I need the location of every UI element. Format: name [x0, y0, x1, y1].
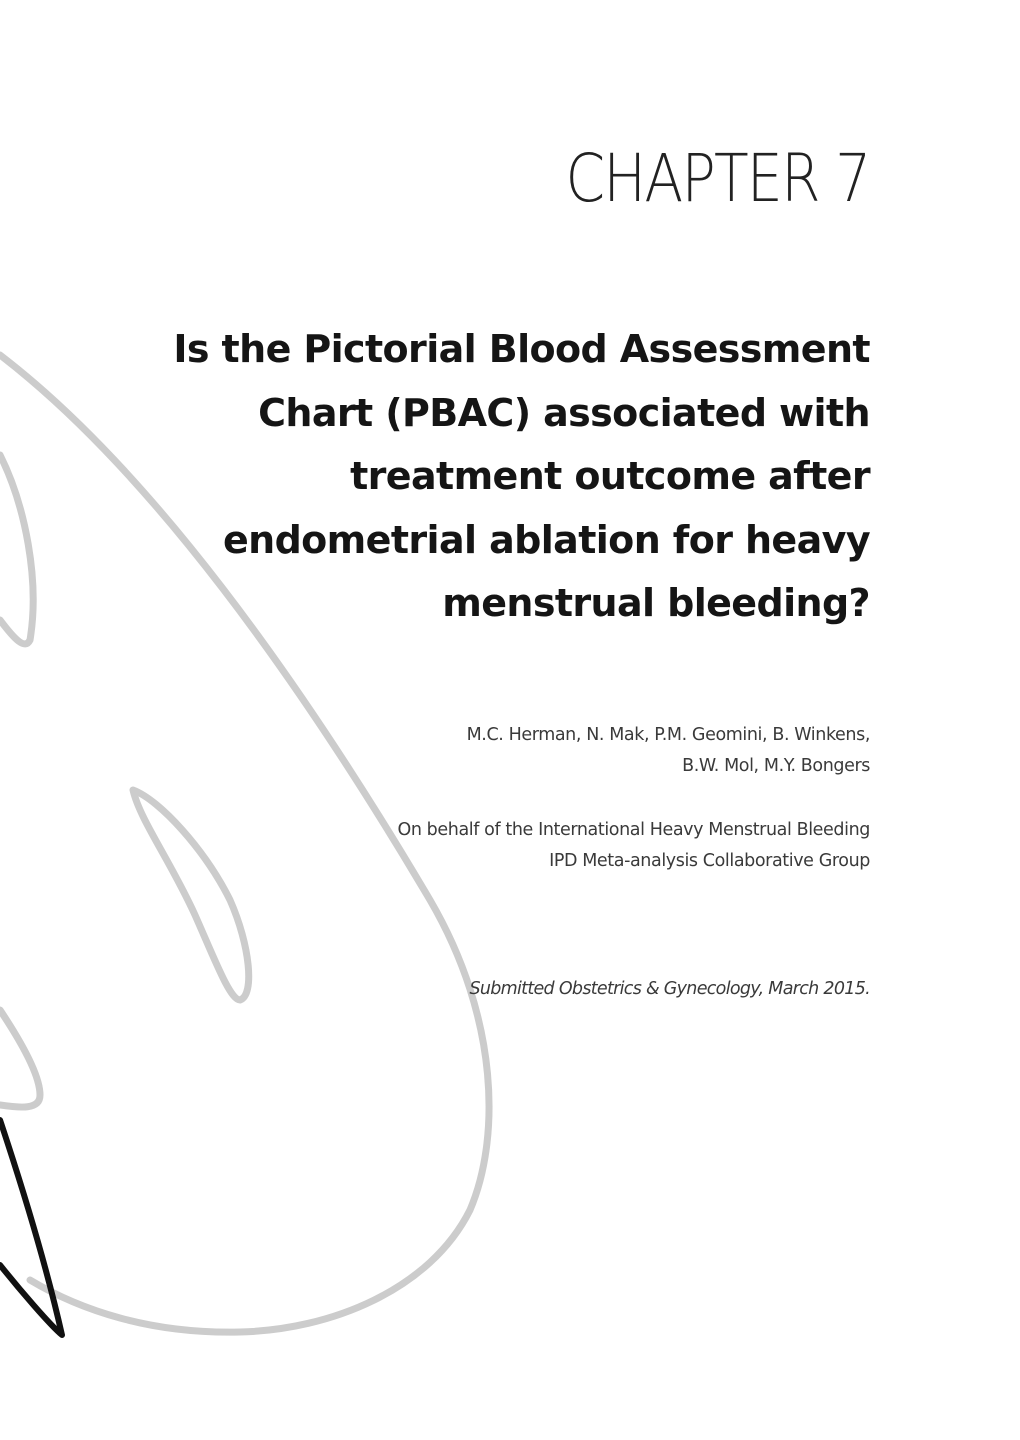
- leaf-outline-black-stem: [0, 1120, 62, 1335]
- leaf-outline-left-lobe: [0, 455, 33, 644]
- chapter-title-line: endometrial ablation for heavy: [222, 517, 870, 562]
- chapter-title-line: Is the Pictorial Blood Assessment: [173, 327, 870, 371]
- author-line: B.W. Mol, M.Y. Bongers: [682, 756, 870, 776]
- collaboration-statement: [397, 815, 870, 877]
- chapter-title-line: menstrual bleeding?: [442, 581, 870, 625]
- chapter-label: CHAPTER 7: [565, 140, 870, 217]
- author-line: M.C. Herman, N. Mak, P.M. Geomini, B. Winkens,: [466, 725, 870, 745]
- leaf-outline-inner-vein: [133, 790, 249, 1000]
- chapter-title-line: treatment outcome after: [350, 454, 870, 498]
- collaboration-line: IPD Meta-analysis Collaborative Group: [549, 851, 870, 871]
- chapter-title-line: Chart (PBAC) associated with: [258, 390, 870, 435]
- collaboration-line: On behalf of the International Heavy Menstrual Bleeding: [397, 820, 870, 840]
- leaf-outline-lower-lobe: [0, 1010, 40, 1107]
- author-list: [467, 720, 870, 782]
- submission-note: Submitted Obstetrics & Gynecology, March 2015.: [469, 979, 870, 999]
- chapter-title: [150, 318, 870, 636]
